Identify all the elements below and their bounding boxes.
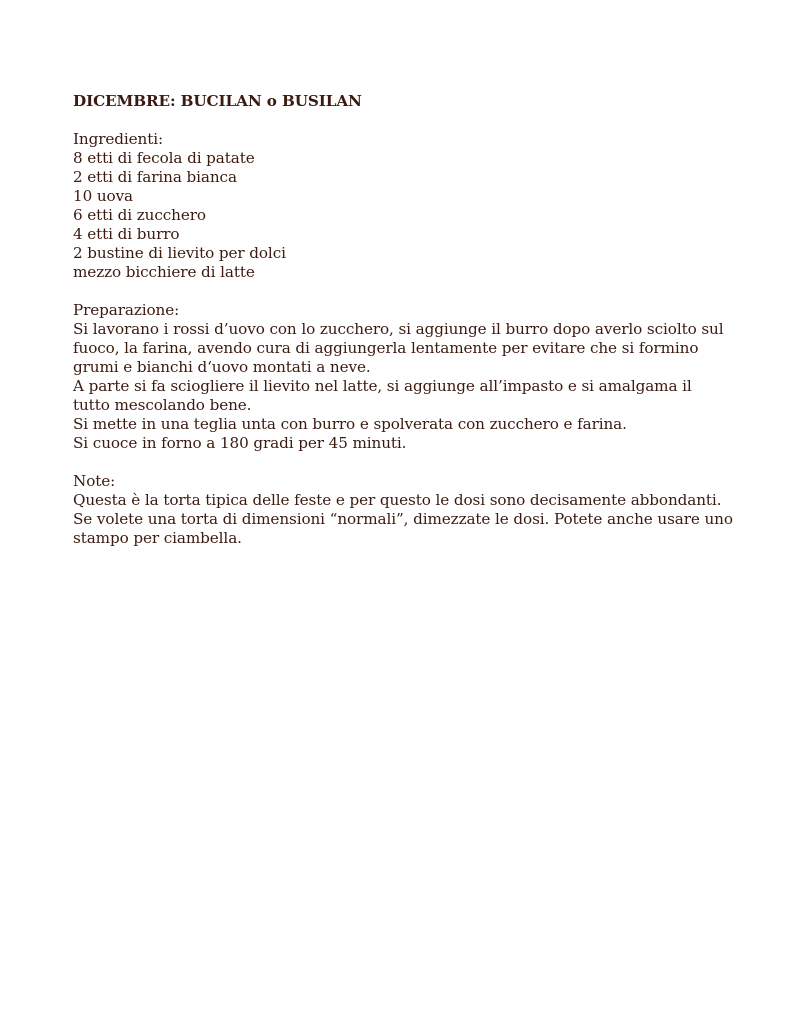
ingredient-item: mezzo bicchiere di latte bbox=[73, 263, 255, 281]
notes-section bbox=[73, 472, 733, 548]
ingredient-item: 2 bustine di lievito per dolci bbox=[73, 244, 286, 262]
preparation-heading: Preparazione: bbox=[73, 301, 180, 319]
ingredient-item: 2 etti di farina bianca bbox=[73, 168, 237, 186]
ingredients-section bbox=[73, 130, 733, 282]
ingredients-heading: Ingredienti: bbox=[73, 130, 163, 148]
recipe-document bbox=[73, 92, 733, 548]
preparation-paragraph: A parte si fa sciogliere il lievito nel latte, si aggiunge all’impasto e si amalgama il tutto mescolando bene. bbox=[73, 377, 692, 414]
notes-text: Questa è la torta tipica delle feste e per questo le dosi sono decisamente abbondanti. Se volete una torta di dimensioni “normali”, dimezzate le dosi. Potete anche usare uno stampo per ciambella. bbox=[73, 491, 733, 547]
ingredient-item: 4 etti di burro bbox=[73, 225, 180, 243]
document-title: DICEMBRE: BUCILAN o BUSILAN bbox=[73, 92, 362, 110]
ingredient-item: 6 etti di zucchero bbox=[73, 206, 206, 224]
ingredient-item: 10 uova bbox=[73, 187, 134, 205]
notes-heading: Note: bbox=[73, 472, 116, 490]
preparation-section bbox=[73, 301, 733, 453]
preparation-paragraph: Si lavorano i rossi d’uovo con lo zucchero, si aggiunge il burro dopo averlo sciolto sul fuoco, la farina, avendo cura di aggiungerla lentamente per evitare che si formino grumi e bianchi d‘uovo montati a neve. bbox=[73, 320, 724, 376]
preparation-paragraph: Si mette in una teglia unta con burro e spolverata con zucchero e farina. bbox=[73, 415, 627, 433]
ingredient-item: 8 etti di fecola di patate bbox=[73, 149, 255, 167]
preparation-paragraph: Si cuoce in forno a 180 gradi per 45 minuti. bbox=[73, 434, 407, 452]
